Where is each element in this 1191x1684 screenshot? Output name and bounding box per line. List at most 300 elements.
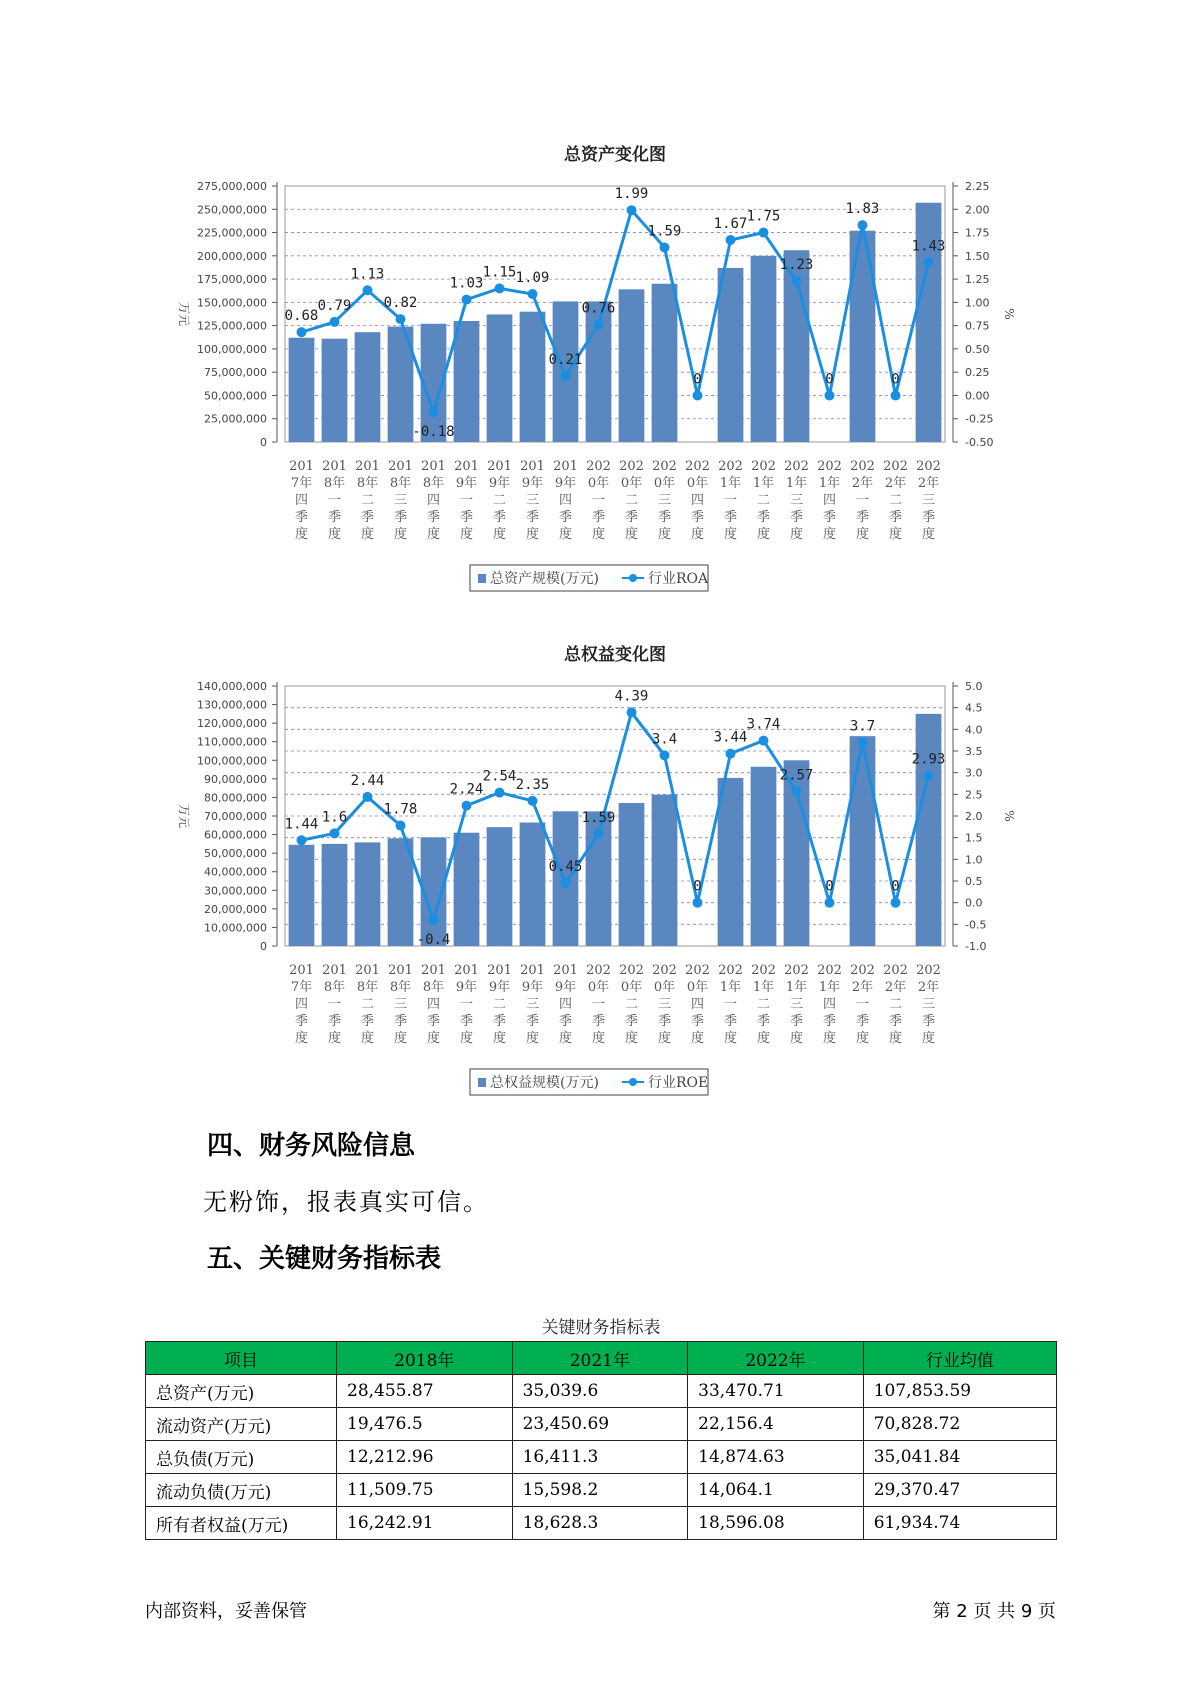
- x-tick-label: 季: [822, 1014, 837, 1029]
- right-tick-label: 1.00: [965, 296, 990, 310]
- x-tick-label: 202: [685, 963, 710, 978]
- bar: [619, 289, 645, 442]
- x-tick-label: 度: [492, 1031, 507, 1046]
- x-tick-label: 202: [784, 459, 809, 474]
- bar: [751, 767, 777, 946]
- x-tick-label: 201: [553, 459, 578, 474]
- x-tick-label: 季: [855, 510, 870, 525]
- bar: [454, 833, 480, 946]
- x-tick-label: 202: [817, 459, 842, 474]
- data-label: 1.15: [482, 264, 517, 281]
- x-tick-label: 一: [723, 493, 738, 508]
- data-label: 0: [891, 371, 900, 388]
- x-tick-label: 201: [388, 459, 413, 474]
- bar: [454, 321, 480, 442]
- data-label: 0: [693, 371, 702, 388]
- table-row: [146, 1474, 1057, 1507]
- x-tick-label: 季: [525, 510, 540, 525]
- cell-value: 18,596.08: [688, 1507, 864, 1540]
- cell-value: 16,411.3: [512, 1441, 688, 1474]
- x-tick-label: 季: [294, 510, 309, 525]
- x-tick-label: 7年: [290, 476, 313, 491]
- left-axis-label: 万元: [177, 803, 191, 829]
- x-tick-label: 9年: [455, 980, 478, 995]
- x-tick-label: 202: [784, 963, 809, 978]
- row-label: 流动负债(万元): [146, 1474, 337, 1507]
- data-label: 1.59: [647, 223, 682, 240]
- row-label: 总资产(万元): [146, 1375, 337, 1408]
- right-tick-label: 1.50: [965, 249, 990, 263]
- x-tick-label: 度: [426, 1031, 441, 1046]
- left-tick-label: 120,000,000: [197, 717, 267, 731]
- x-tick-label: 202: [718, 459, 743, 474]
- table-row: [146, 1408, 1057, 1441]
- x-tick-label: 季: [360, 510, 375, 525]
- left-tick-label: 30,000,000: [204, 884, 267, 898]
- table-caption: 关键财务指标表: [541, 1318, 661, 1338]
- x-tick-label: 202: [619, 459, 644, 474]
- line-point: [792, 786, 802, 796]
- line-point: [825, 390, 835, 400]
- x-tick-label: 一: [855, 493, 870, 508]
- x-tick-label: 9年: [521, 476, 544, 491]
- x-tick-label: 8年: [356, 476, 379, 491]
- x-tick-label: 1年: [818, 980, 841, 995]
- x-tick-label: 202: [916, 459, 941, 474]
- cell-value: 107,853.59: [863, 1375, 1056, 1408]
- x-tick-label: 201: [454, 963, 479, 978]
- x-tick-label: 四: [690, 493, 705, 508]
- x-tick-label: 201: [388, 963, 413, 978]
- cell-value: 16,242.91: [337, 1507, 513, 1540]
- right-tick-label: 5.0: [965, 680, 983, 693]
- right-tick-label: -0.5: [965, 918, 987, 932]
- data-label: 0: [891, 878, 900, 895]
- line-point: [924, 257, 934, 267]
- x-tick-label: 9年: [488, 476, 511, 491]
- right-tick-label: 2.00: [965, 203, 990, 217]
- x-tick-label: 1年: [785, 980, 808, 995]
- line-point: [396, 314, 406, 324]
- x-tick-label: 202: [652, 459, 677, 474]
- x-tick-label: 二: [624, 493, 639, 508]
- x-tick-label: 201: [487, 963, 512, 978]
- x-tick-label: 0年: [620, 476, 643, 491]
- left-tick-label: 140,000,000: [197, 680, 267, 693]
- x-tick-label: 季: [393, 1014, 408, 1029]
- left-tick-label: 225,000,000: [197, 226, 267, 240]
- cell-value: 14,064.1: [688, 1474, 864, 1507]
- right-tick-label: 1.5: [965, 831, 983, 845]
- table-header-row: [146, 1342, 1057, 1375]
- x-tick-label: 季: [591, 1014, 606, 1029]
- bar: [850, 736, 876, 946]
- left-axis-label: 万元: [177, 301, 191, 327]
- left-tick-label: 50,000,000: [204, 847, 267, 861]
- x-tick-label: 季: [426, 510, 441, 525]
- x-tick-label: 202: [586, 963, 611, 978]
- x-tick-label: 8年: [323, 980, 346, 995]
- cell-value: 18,628.3: [512, 1507, 688, 1540]
- x-tick-label: 度: [459, 527, 474, 542]
- x-tick-label: 三: [789, 997, 804, 1012]
- x-tick-label: 9年: [488, 980, 511, 995]
- x-tick-label: 度: [525, 1031, 540, 1046]
- x-tick-label: 三: [921, 997, 936, 1012]
- x-tick-label: 度: [888, 1031, 903, 1046]
- left-tick-label: 20,000,000: [204, 902, 267, 916]
- x-tick-label: 202: [916, 963, 941, 978]
- data-label: 0: [693, 878, 702, 895]
- section-4-text: 无粉饰，报表真实可信。: [203, 1188, 489, 1216]
- x-tick-label: 季: [393, 510, 408, 525]
- left-tick-label: 90,000,000: [204, 772, 267, 786]
- data-label: 1.03: [449, 275, 484, 292]
- x-tick-label: 季: [591, 510, 606, 525]
- x-tick-label: 二: [360, 493, 375, 508]
- data-label: 1.44: [284, 816, 319, 833]
- x-tick-label: 度: [426, 527, 441, 542]
- data-label: -0.4: [416, 932, 451, 948]
- x-tick-label: 季: [327, 510, 342, 525]
- line-point: [759, 736, 769, 746]
- x-tick-label: 度: [327, 1031, 342, 1046]
- x-tick-label: 度: [822, 1031, 837, 1046]
- data-label: 0.68: [284, 308, 319, 325]
- line-point: [330, 828, 340, 838]
- left-tick-label: 275,000,000: [197, 180, 267, 193]
- chart-svg: [140, 140, 1040, 610]
- right-tick-label: 0.0: [965, 896, 983, 910]
- x-tick-label: 二: [888, 493, 903, 508]
- x-tick-label: 一: [855, 997, 870, 1012]
- x-tick-label: 201: [421, 459, 446, 474]
- x-tick-label: 7年: [290, 980, 313, 995]
- x-tick-label: 季: [723, 1014, 738, 1029]
- data-label: 3.7: [849, 718, 876, 735]
- x-tick-label: 2年: [851, 980, 874, 995]
- x-tick-label: 度: [657, 527, 672, 542]
- cell-value: 19,476.5: [337, 1408, 513, 1441]
- x-tick-label: 季: [492, 510, 507, 525]
- data-label: 1.83: [845, 201, 880, 218]
- x-tick-label: 季: [822, 510, 837, 525]
- left-tick-label: 0: [260, 436, 267, 449]
- x-tick-label: 度: [756, 1031, 771, 1046]
- line-point: [396, 821, 406, 831]
- table-row: [146, 1441, 1057, 1474]
- header-2022: 2022年: [688, 1342, 864, 1375]
- data-label: 3.74: [746, 716, 781, 733]
- bar: [718, 268, 744, 442]
- x-tick-label: 二: [624, 997, 639, 1012]
- data-label: 3.44: [713, 729, 748, 746]
- legend-bar-label: 总资产规模(万元): [490, 571, 599, 587]
- cell-value: 35,041.84: [863, 1441, 1056, 1474]
- right-tick-label: 3.5: [965, 745, 983, 758]
- x-tick-label: 二: [492, 997, 507, 1012]
- x-tick-label: 季: [558, 510, 573, 525]
- data-label: 2.35: [515, 776, 550, 793]
- x-tick-label: 2年: [917, 980, 940, 995]
- header-item: 项目: [146, 1342, 337, 1375]
- right-tick-label: 0.75: [965, 319, 990, 333]
- x-tick-label: 202: [652, 963, 677, 978]
- x-tick-label: 201: [421, 963, 446, 978]
- x-tick-label: 四: [822, 493, 837, 508]
- line-point: [825, 898, 835, 908]
- right-tick-label: 1.0: [965, 853, 983, 867]
- x-tick-label: 三: [525, 493, 540, 508]
- cell-value: 14,874.63: [688, 1441, 864, 1474]
- x-tick-label: 度: [723, 527, 738, 542]
- x-tick-label: 度: [360, 1031, 375, 1046]
- row-label: 总负债(万元): [146, 1441, 337, 1474]
- x-tick-label: 1年: [785, 476, 808, 491]
- x-tick-label: 三: [657, 493, 672, 508]
- x-tick-label: 季: [459, 1014, 474, 1029]
- data-label: 4.39: [614, 688, 649, 705]
- legend-line-dot: [629, 1078, 637, 1086]
- x-tick-label: 201: [289, 963, 314, 978]
- x-tick-label: 8年: [389, 980, 412, 995]
- x-tick-label: 201: [322, 459, 347, 474]
- line-point: [363, 792, 373, 802]
- x-tick-label: 一: [591, 493, 606, 508]
- line-point: [759, 228, 769, 238]
- x-tick-label: 度: [855, 527, 870, 542]
- data-label: 1.23: [779, 256, 814, 273]
- x-tick-label: 201: [289, 459, 314, 474]
- x-tick-label: 201: [487, 459, 512, 474]
- line-point: [726, 235, 736, 245]
- x-tick-label: 季: [657, 1014, 672, 1029]
- x-tick-label: 三: [789, 493, 804, 508]
- chart-title: 总资产变化图: [564, 145, 666, 165]
- data-label: 1.13: [350, 266, 385, 283]
- x-tick-label: 二: [360, 997, 375, 1012]
- line-point: [891, 390, 901, 400]
- x-tick-label: 三: [525, 997, 540, 1012]
- left-tick-label: 10,000,000: [204, 921, 267, 935]
- section-5-heading: 五、关键财务指标表: [207, 1244, 442, 1274]
- x-tick-label: 季: [294, 1014, 309, 1029]
- x-tick-label: 9年: [554, 980, 577, 995]
- bar: [289, 338, 315, 442]
- x-tick-label: 度: [624, 527, 639, 542]
- line-point: [792, 276, 802, 286]
- left-tick-label: 150,000,000: [197, 296, 267, 310]
- x-tick-label: 二: [756, 493, 771, 508]
- x-tick-label: 度: [591, 1031, 606, 1046]
- right-tick-label: 0.00: [965, 389, 990, 403]
- left-tick-label: 75,000,000: [204, 366, 267, 380]
- right-axis-label: %: [1002, 810, 1016, 822]
- bar: [520, 823, 546, 947]
- cell-value: 35,039.6: [512, 1375, 688, 1408]
- x-tick-label: 8年: [389, 476, 412, 491]
- x-tick-label: 8年: [356, 980, 379, 995]
- x-tick-label: 度: [294, 527, 309, 542]
- data-label: 1.75: [746, 208, 781, 225]
- line-point: [561, 371, 571, 381]
- x-tick-label: 201: [355, 963, 380, 978]
- x-tick-label: 202: [883, 459, 908, 474]
- x-tick-label: 度: [360, 527, 375, 542]
- x-tick-label: 季: [921, 510, 936, 525]
- x-tick-label: 8年: [323, 476, 346, 491]
- bar: [322, 339, 348, 442]
- x-tick-label: 202: [718, 963, 743, 978]
- data-label: 0.45: [548, 859, 583, 876]
- cell-value: 11,509.75: [337, 1474, 513, 1507]
- left-tick-label: 125,000,000: [197, 319, 267, 333]
- x-tick-label: 季: [525, 1014, 540, 1029]
- x-tick-label: 202: [751, 963, 776, 978]
- x-tick-label: 度: [393, 1031, 408, 1046]
- data-label: 2.44: [350, 772, 385, 789]
- x-tick-label: 四: [558, 493, 573, 508]
- bar: [487, 827, 513, 946]
- x-tick-label: 季: [690, 1014, 705, 1029]
- bar: [652, 284, 678, 442]
- key-metrics-table: [145, 1341, 1057, 1540]
- x-tick-label: 三: [657, 997, 672, 1012]
- data-label: 0.76: [581, 300, 616, 317]
- bar: [652, 795, 678, 946]
- x-tick-label: 一: [723, 997, 738, 1012]
- x-tick-label: 1年: [752, 476, 775, 491]
- legend-line-label: 行业ROE: [648, 1075, 709, 1091]
- line-point: [693, 898, 703, 908]
- x-tick-label: 度: [591, 527, 606, 542]
- x-tick-label: 度: [624, 1031, 639, 1046]
- bar: [355, 332, 381, 442]
- x-tick-label: 度: [558, 1031, 573, 1046]
- x-tick-label: 201: [520, 963, 545, 978]
- x-tick-label: 度: [690, 527, 705, 542]
- line-point: [627, 205, 637, 215]
- header-industry-avg: 行业均值: [863, 1342, 1056, 1375]
- x-tick-label: 1年: [818, 476, 841, 491]
- x-tick-label: 度: [492, 527, 507, 542]
- x-tick-label: 季: [624, 1014, 639, 1029]
- right-tick-label: -0.50: [965, 436, 994, 449]
- data-label: 1.78: [383, 801, 418, 818]
- line-point: [924, 771, 934, 781]
- bar: [619, 803, 645, 946]
- x-tick-label: 0年: [587, 980, 610, 995]
- x-tick-label: 2年: [917, 476, 940, 491]
- right-tick-label: 2.5: [965, 788, 983, 802]
- x-tick-label: 9年: [554, 476, 577, 491]
- left-tick-label: 25,000,000: [204, 412, 267, 426]
- data-label: 2.54: [482, 768, 517, 785]
- x-tick-label: 8年: [422, 476, 445, 491]
- table-row: [146, 1507, 1057, 1540]
- data-label: 0.79: [317, 297, 352, 314]
- footer-confidential: 内部资料，妥善保管: [145, 1601, 307, 1622]
- x-tick-label: 201: [520, 459, 545, 474]
- left-tick-label: 175,000,000: [197, 273, 267, 287]
- x-tick-label: 度: [690, 1031, 705, 1046]
- x-tick-label: 四: [294, 493, 309, 508]
- x-tick-label: 季: [657, 510, 672, 525]
- legend-bar-swatch: [478, 574, 486, 583]
- x-tick-label: 201: [355, 459, 380, 474]
- x-tick-label: 二: [756, 997, 771, 1012]
- x-tick-label: 季: [459, 510, 474, 525]
- x-tick-label: 季: [888, 1014, 903, 1029]
- line-point: [429, 407, 439, 417]
- data-label: 1.99: [614, 186, 649, 203]
- right-tick-label: -0.25: [965, 412, 994, 426]
- data-label: 0: [825, 878, 834, 895]
- x-tick-label: 度: [525, 527, 540, 542]
- cell-value: 12,212.96: [337, 1441, 513, 1474]
- x-tick-label: 四: [294, 997, 309, 1012]
- cell-value: 29,370.47: [863, 1474, 1056, 1507]
- data-label: 3.4: [651, 731, 678, 748]
- data-label: 1.43: [911, 238, 946, 255]
- x-tick-label: 202: [850, 459, 875, 474]
- x-tick-label: 1年: [719, 476, 742, 491]
- bar: [850, 231, 876, 442]
- line-point: [495, 283, 505, 293]
- line-point: [297, 835, 307, 845]
- right-tick-label: 0.5: [965, 875, 983, 888]
- line-point: [891, 898, 901, 908]
- x-tick-label: 202: [817, 963, 842, 978]
- right-tick-label: 0.50: [965, 342, 990, 356]
- right-tick-label: -1.0: [965, 940, 987, 953]
- left-tick-label: 100,000,000: [197, 754, 267, 768]
- row-label: 所有者权益(万元): [146, 1507, 337, 1540]
- data-label: 2.93: [911, 751, 946, 768]
- total-equity-chart: [140, 640, 1040, 1110]
- x-tick-label: 201: [322, 963, 347, 978]
- left-tick-label: 110,000,000: [197, 735, 267, 749]
- x-tick-label: 0年: [653, 476, 676, 491]
- cell-value: 61,934.74: [863, 1507, 1056, 1540]
- right-tick-label: 3.0: [965, 766, 983, 780]
- line-point: [429, 915, 439, 925]
- line-point: [330, 317, 340, 327]
- x-tick-label: 四: [426, 493, 441, 508]
- x-tick-label: 季: [921, 1014, 936, 1029]
- line-point: [594, 320, 604, 330]
- line-point: [858, 220, 868, 230]
- line-point: [660, 750, 670, 760]
- x-tick-label: 度: [459, 1031, 474, 1046]
- x-tick-label: 季: [360, 1014, 375, 1029]
- line-point: [297, 327, 307, 337]
- left-tick-label: 60,000,000: [204, 828, 267, 842]
- x-tick-label: 0年: [587, 476, 610, 491]
- line-point: [726, 749, 736, 759]
- line-point: [462, 801, 472, 811]
- chart-svg: [140, 640, 1040, 1110]
- x-tick-label: 四: [690, 997, 705, 1012]
- data-label: 2.57: [779, 767, 814, 784]
- footer-page-number: 第 2 页 共 9 页: [932, 1601, 1056, 1622]
- line-point: [528, 289, 538, 299]
- line-point: [594, 829, 604, 839]
- x-tick-label: 202: [586, 459, 611, 474]
- legend-bar-swatch: [478, 1078, 486, 1087]
- data-label: 0: [825, 371, 834, 388]
- header-2021: 2021年: [512, 1342, 688, 1375]
